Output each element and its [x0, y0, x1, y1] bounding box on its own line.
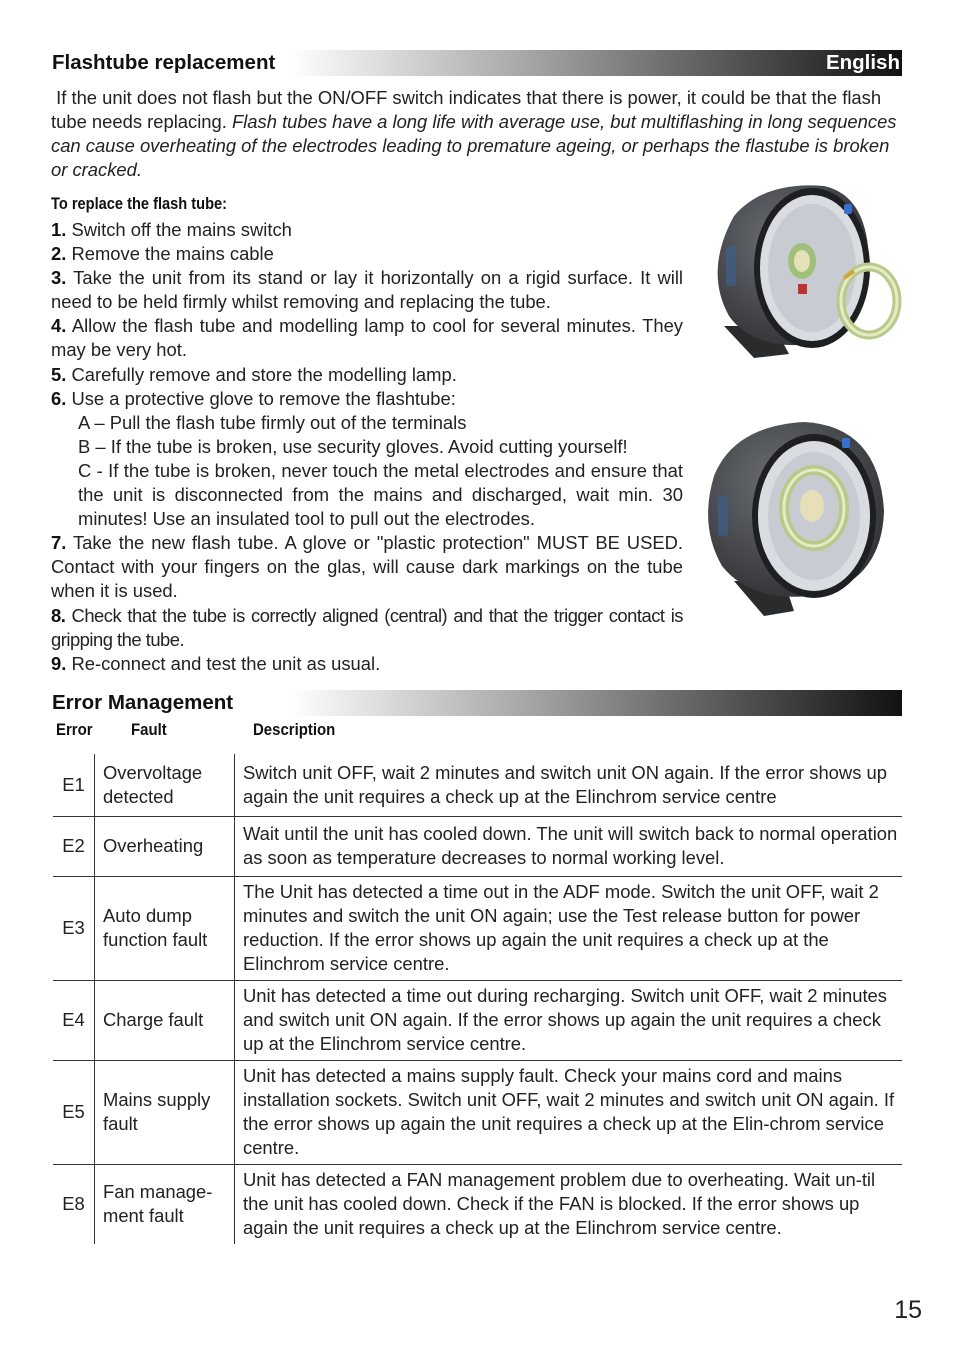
replace-heading: To replace the flash tube:: [51, 194, 228, 213]
error-description: Switch unit OFF, wait 2 minutes and switch unit ON again. If the error shows up again the unit requires a check up at the Elinchrom service centre: [243, 761, 887, 807]
error-code: E2: [53, 816, 95, 876]
step: 1. Switch off the mains switch: [51, 219, 292, 240]
error-fault: Mains supply fault: [95, 1060, 235, 1164]
step: 7. Take the new flash tube. A glove or "plastic protection" MUST BE USED. Contact with your fingers on the glas, will cause dark markings on the tube when it is used.: [51, 532, 683, 602]
error-fault: Overvoltage detected: [95, 754, 235, 816]
error-code: E1: [53, 754, 95, 816]
step: 3. Take the unit from its stand or lay it horizontally on a rigid surface. It will need to be held firmly whilst removing and replacing the tube.: [51, 267, 683, 313]
table-row: [53, 816, 902, 876]
page-number: 15: [894, 1296, 922, 1324]
table-row: [53, 1060, 902, 1164]
error-fault: Charge fault: [95, 980, 235, 1060]
substep: B – If the tube is broken, use security gloves. Avoid cutting yourself!: [78, 435, 628, 457]
flash-unit-tube-removed-image: [694, 176, 908, 366]
error-description: The Unit has detected a time out in the ADF mode. Switch the unit OFF, wait 2 minutes and switch the unit ON again; use the Test release button for power reduction. If the error shows up again the unit requires a check up at the Elinchrom service centre.: [235, 876, 903, 980]
error-fault: Fan manage-ment fault: [95, 1164, 235, 1244]
table-row: [53, 980, 902, 1060]
error-description: Unit has detected a mains supply fault. Check your mains cord and mains installation sockets. Switch unit OFF, wait 2 minutes and switch unit ON again. If the error shows up again the unit requires a check up at the Elin-chrom service centre.: [235, 1060, 903, 1164]
error-description: Unit has detected a time out during recharging. Switch unit OFF, wait 2 minutes and switch unit ON again. If the error shows up again the unit requires a check up at the Elinchrom service centre.: [235, 980, 903, 1060]
error-code: E3: [53, 876, 95, 980]
error-description: Wait until the unit has cooled down. The unit will switch back to normal operation as soon as temperature decreases to normal working level.: [235, 816, 903, 876]
replace-steps: [51, 218, 683, 676]
column-header-error: Error: [56, 720, 93, 739]
section-header-error-management: [51, 690, 902, 716]
intro-plain: If the unit does not flash but the ON/OFF switch indicates that there is power, it could be that the flash tube needs replacing.: [51, 87, 887, 132]
step: 4. Allow the flash tube and modelling lamp to cool for several minutes. They may be very hot.: [51, 315, 683, 361]
error-code: E5: [53, 1060, 95, 1164]
step: 6. Use a protective glove to remove the flashtube:: [51, 387, 456, 409]
table-row: [53, 1164, 902, 1244]
table-row: [53, 876, 902, 980]
error-table: [53, 754, 902, 1244]
section-header-flashtube: [51, 50, 902, 76]
language-label: English: [825, 51, 900, 74]
intro-paragraph: [51, 86, 901, 182]
error-fault: Auto dump function fault: [95, 876, 235, 980]
substep: C - If the tube is broken, never touch the metal electrodes and ensure that the unit is disconnected from the mains and discharged, wait min. 30 minutes! Use an insulated tool to pull out the electrodes.: [78, 459, 683, 530]
step: 8. Check that the tube is correctly aligned (central) and that the trigger contact is gripping the tube.: [51, 604, 683, 650]
error-fault: Overheating: [95, 816, 235, 876]
step: 9. Re-connect and test the unit as usual.: [51, 652, 381, 674]
flash-unit-tube-installed-image: [694, 416, 894, 626]
error-code: E8: [53, 1164, 95, 1244]
substep: A – Pull the flash tube firmly out of the terminals: [78, 411, 467, 433]
intro-italic: Flash tubes have a long life with average use, but multiflashing in long sequences can cause overheating of the electrodes leading to premature ageing, or perhaps the flastube is broken or cracked.: [51, 111, 897, 180]
column-header-fault: Fault: [131, 720, 167, 739]
table-row: [53, 754, 902, 816]
step: 2. Remove the mains cable: [51, 243, 274, 265]
column-header-description: Description: [253, 720, 336, 739]
section-title: Error Management: [52, 691, 234, 714]
error-description: Unit has detected a FAN management problem due to overheating. Wait un-til the unit has cooled down. Check if the FAN is blocked. If the error shows up again the unit requires a check up at the Elinchrom service centre.: [235, 1164, 903, 1244]
section-title: Flashtube replacement: [52, 51, 276, 74]
error-code: E4: [53, 980, 95, 1060]
step: 5. Carefully remove and store the modelling lamp.: [51, 363, 457, 385]
